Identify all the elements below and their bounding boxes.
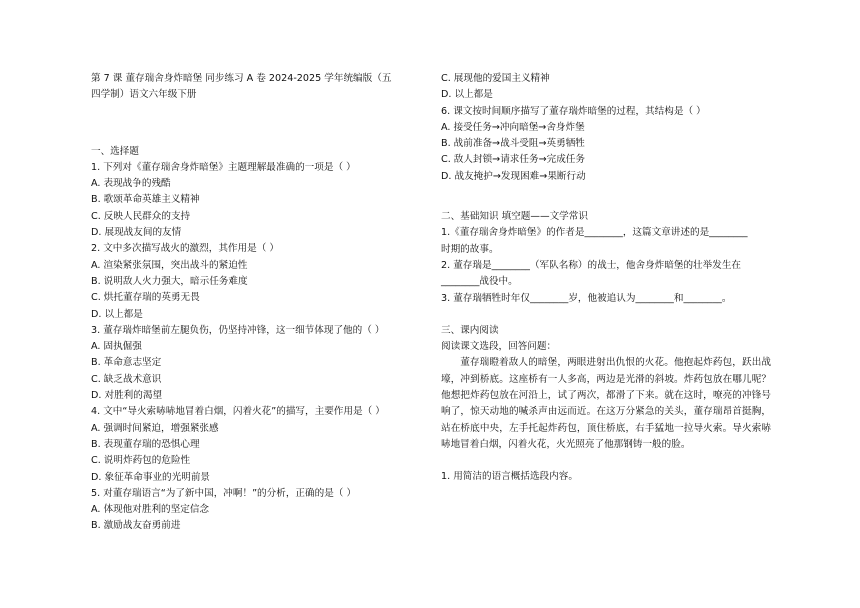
- doc-title-line-1: 第 7 课 董存瑞舍身炸暗堡 同步练习 A 卷 2024-2025 学年统编版（五: [91, 73, 392, 84]
- question-4-option-b: B. 表现董存瑞的恐惧心理: [91, 438, 200, 450]
- reading-passage: 董存瑞瞪着敌人的暗堡，两眼进射出仇恨的火花。他抱起炸药包，跃出战壕，冲到桥底。这座桥有一人多高，两边是光滑的斜坡。炸药包放在哪儿呢？他想把炸药包放在河沿上，试了两次，都滑了下来。就在这时，嘹亮的冲锋号响了，惊天动地的喊杀声由远而近。在这万分紧急的关头，董存瑞昂首挺胸，站在桥底中央，左手托起炸药包，顶住桥底，右手猛地一拉导火索。导火索哧哧地冒着白烟，闪着火花，火光照亮了他那钢铸一般的脸。: [441, 357, 771, 450]
- question-5-option-a: A. 体现他对胜利的坚定信念: [91, 504, 210, 516]
- question-5-option-c: C. 展现他的爱国主义精神: [441, 73, 550, 84]
- question-1-option-c: C. 反映人民群众的支持: [91, 210, 191, 222]
- question-6-option-b: B. 战前准备→战斗受阻→英勇牺牲: [441, 138, 585, 150]
- question-2-option-c: C. 烘托董存瑞的英勇无畏: [91, 292, 200, 304]
- fill-question-3: 3. 董存瑞牺牲时年仅________岁，他被追认为________和________。: [441, 292, 732, 304]
- section-heading-reading: 三、课内阅读: [441, 324, 499, 336]
- reading-question-1: 1. 用简洁的语言概括选段内容。: [441, 471, 578, 483]
- right-column: [441, 0, 771, 486]
- question-6-option-c: C. 敌人封锁→请求任务→完成任务: [441, 154, 585, 166]
- reading-instructions: 阅读课文选段，回答问题：: [441, 341, 557, 353]
- question-3-stem: 3. 董存瑞炸暗堡前左腿负伤，仍坚持冲锋，这一细节体现了他的（ ）: [91, 324, 385, 336]
- question-4-stem: 4. 文中“导火索哧哧地冒着白烟，闪着火花”的描写，主要作用是（ ）: [91, 406, 385, 418]
- question-6-stem: 6. 课文按时间顺序描写了董存瑞炸暗堡的过程，其结构是（ ）: [441, 105, 706, 117]
- doc-title-line-2: 四学制）语文六年级下册: [91, 89, 197, 101]
- question-1-option-d: D. 展现战友间的友情: [91, 227, 182, 239]
- fill-question-2-line-2: ________战役中。: [441, 276, 518, 288]
- question-2-option-b: B. 说明敌人火力强大，暗示任务难度: [91, 275, 248, 287]
- question-5-option-d: D. 以上都是: [441, 89, 493, 101]
- section-heading-choice: 一、选择题: [91, 145, 139, 157]
- question-1-option-a: A. 表现战争的残酷: [91, 178, 171, 190]
- question-2-stem: 2. 文中多次描写战火的激烈，其作用是（ ）: [91, 243, 279, 255]
- question-3-option-a: A. 固执倔强: [91, 341, 142, 353]
- question-4-option-c: C. 说明炸药包的危险性: [91, 455, 191, 467]
- question-3-option-c: C. 缺乏战术意识: [91, 373, 162, 385]
- question-5-option-b: B. 激励战友奋勇前进: [91, 520, 181, 532]
- question-5-stem: 5. 对董存瑞语言“为了新中国，冲啊！”的分析，正确的是（ ）: [91, 487, 357, 499]
- fill-question-1-line-2: 时期的故事。: [441, 243, 499, 255]
- question-4-option-d: D. 象征革命事业的光明前景: [91, 471, 211, 483]
- question-6-option-d: D. 战友掩护→发现困难→果断行动: [441, 170, 586, 182]
- fill-question-1-line-1: 1.《董存瑞舍身炸暗堡》的作者是________，这篇文章讲述的是________: [441, 227, 748, 239]
- question-4-option-a: A. 强调时间紧迫，增强紧张感: [91, 422, 219, 434]
- question-3-option-d: D. 对胜利的渴望: [91, 390, 163, 402]
- question-1-stem: 1. 下列对《董存瑞舍身炸暗堡》主题理解最准确的一项是（ ）: [91, 161, 356, 173]
- question-2-option-d: D. 以上都是: [91, 308, 143, 320]
- section-heading-fill-in: 二、基础知识 填空题——文学常识: [441, 211, 588, 223]
- question-6-option-a: A. 接受任务→冲向暗堡→舍身炸堡: [441, 121, 585, 133]
- question-2-option-a: A. 渲染紧张氛围，突出战斗的紧迫性: [91, 259, 248, 271]
- left-column: [91, 0, 421, 535]
- question-1-option-b: B. 歌颂革命英雄主义精神: [91, 194, 200, 206]
- fill-question-2-line-1: 2. 董存瑞是________（军队名称）的战士，他舍身炸暗堡的壮举发生在: [441, 259, 742, 271]
- question-3-option-b: B. 革命意志坚定: [91, 357, 162, 369]
